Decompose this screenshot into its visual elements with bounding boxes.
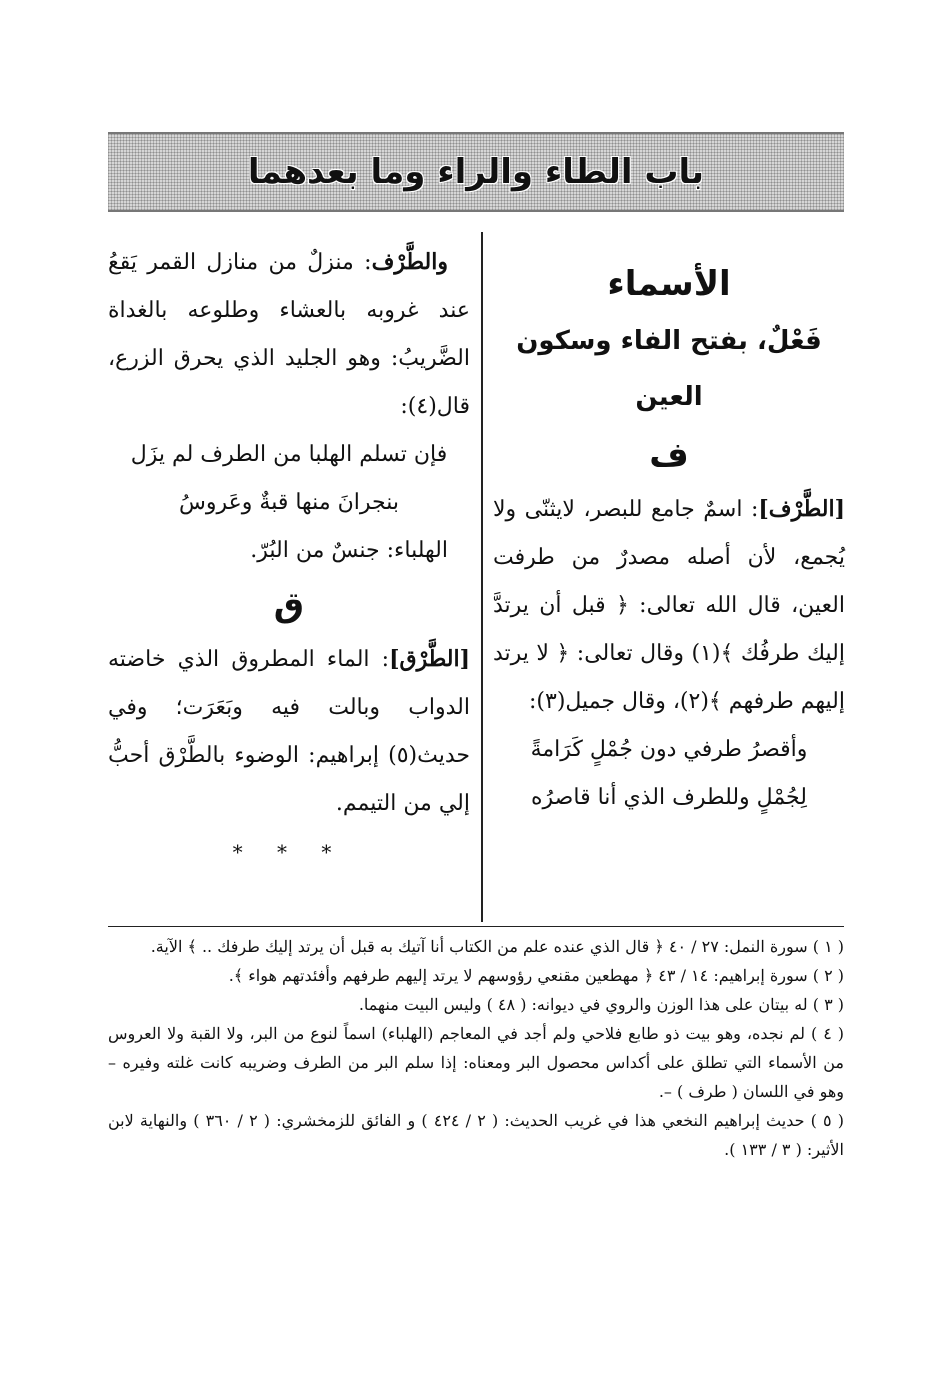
- entry-term: [الطَّرْف]: [758, 496, 845, 522]
- footnote-5: ( ٥ ) حديث إبراهيم النخعي هذا في غريب الحديث: ( ٢ / ٤٢٤ ) و الفائق للزمخشري: ( ٢ / ٣٦٠ ) والنهاية لابن الأثير: ( ٣ / ١٣٣ ).: [108, 1111, 845, 1159]
- entry-tarf: [493, 485, 845, 726]
- column-divider: [481, 232, 483, 922]
- chapter-title: باب الطاء والراء وما بعدهما: [247, 152, 705, 192]
- right-column: [493, 255, 845, 822]
- footnote-1: ( ١ ) سورة النمل: ٢٧ / ٤٠ ﴿ قال الذي عنده علم من الكتاب أنا آتيك به قبل أن يرتد إليك طرفك .. ﴾ الآية.: [150, 937, 844, 956]
- entry-text: : منزلٌ من منازل القمر يَقعُ عند غروبه بالعشاء وطلوعه بالغداة الضَّريبُ: وهو الجليد الذي يحرق الزرع، قال(٤):: [108, 250, 470, 419]
- entry-text: : الماء المطروق الذي خاضته الدواب وبالت فيه وبَعَرَت؛ وفي حديث(٥) إبراهيم: الوضوء بالطَّرْق أحبُّ إلي من التيمم.: [108, 647, 470, 816]
- footnote-3: ( ٣ ) له بيتان على هذا الوزن والروي في ديوانه: ( ٤٨ ) وليس البيت منهما.: [358, 995, 844, 1014]
- section-separator: * * *: [232, 840, 346, 864]
- left-column: [108, 238, 470, 876]
- footnote-2: ( ٢ ) سورة إبراهيم: ١٤ / ٤٣ ﴿ مهطعين مقنعي رؤوسهم لا يرتد إليهم طرفهم وأفئدتهم هواء ﴾.: [228, 966, 844, 985]
- entry-term: والطَّرْف: [371, 249, 448, 275]
- entry-text: : اسمٌ جامع للبصر، لايثنّى ولا يُجمع، لأن أصله مصدرٌ من طرفت العين، قال الله تعالى: ﴿ قبل أن يرتدَّ إليك طرفُك ﴾(١) وقال تعالى: ﴿ لا يرتد إليهم طرفهم ﴾(٢)، وقال جميل(٣):: [493, 497, 845, 714]
- pattern-heading: فَعْلٌ، بفتح الفاء وسكون العين: [516, 326, 822, 412]
- verse-line-1: وأقصرُ طرفي دون جُمْلٍ كَرَامةً: [530, 737, 808, 762]
- paragraph-tarf-star: [108, 238, 470, 431]
- footnote-rule: [108, 926, 844, 927]
- letter-heading-qaf: ق: [273, 585, 305, 625]
- footnotes: [108, 932, 844, 1164]
- footnote-4: ( ٤ ) لم نجده، وهو بيت ذو طابع فلاحي ولم أجد في المعاجم (الهلباء) اسماً لنوع من البر، ولا القبة ولا العروس من الأسماء التي تطلق على أكداس محصول البر ومعناه: إذا سلم البر من الطرف وضريبه كانت غلته وفيره – وهو في اللسان ( طرف ) –.: [108, 1024, 844, 1101]
- paragraph-halba: الهلباء: جنسٌ من البُرّ.: [250, 538, 448, 563]
- entry-term: [الطَّرْق]: [389, 646, 470, 672]
- entry-tarq: [108, 635, 470, 828]
- verse-line-2: بنجرانَ منها قبةٌ وعَروسُ: [179, 490, 399, 515]
- verse-line-1: فإن تسلم الهلبا من الطرف لم يزَل: [130, 442, 448, 467]
- chapter-banner: [108, 132, 844, 212]
- section-title: الأسماء: [607, 264, 731, 304]
- letter-heading-fa: ف: [649, 435, 689, 475]
- verse-line-2: لِجُمْلٍ وللطرف الذي أنا قاصرُه: [531, 785, 807, 810]
